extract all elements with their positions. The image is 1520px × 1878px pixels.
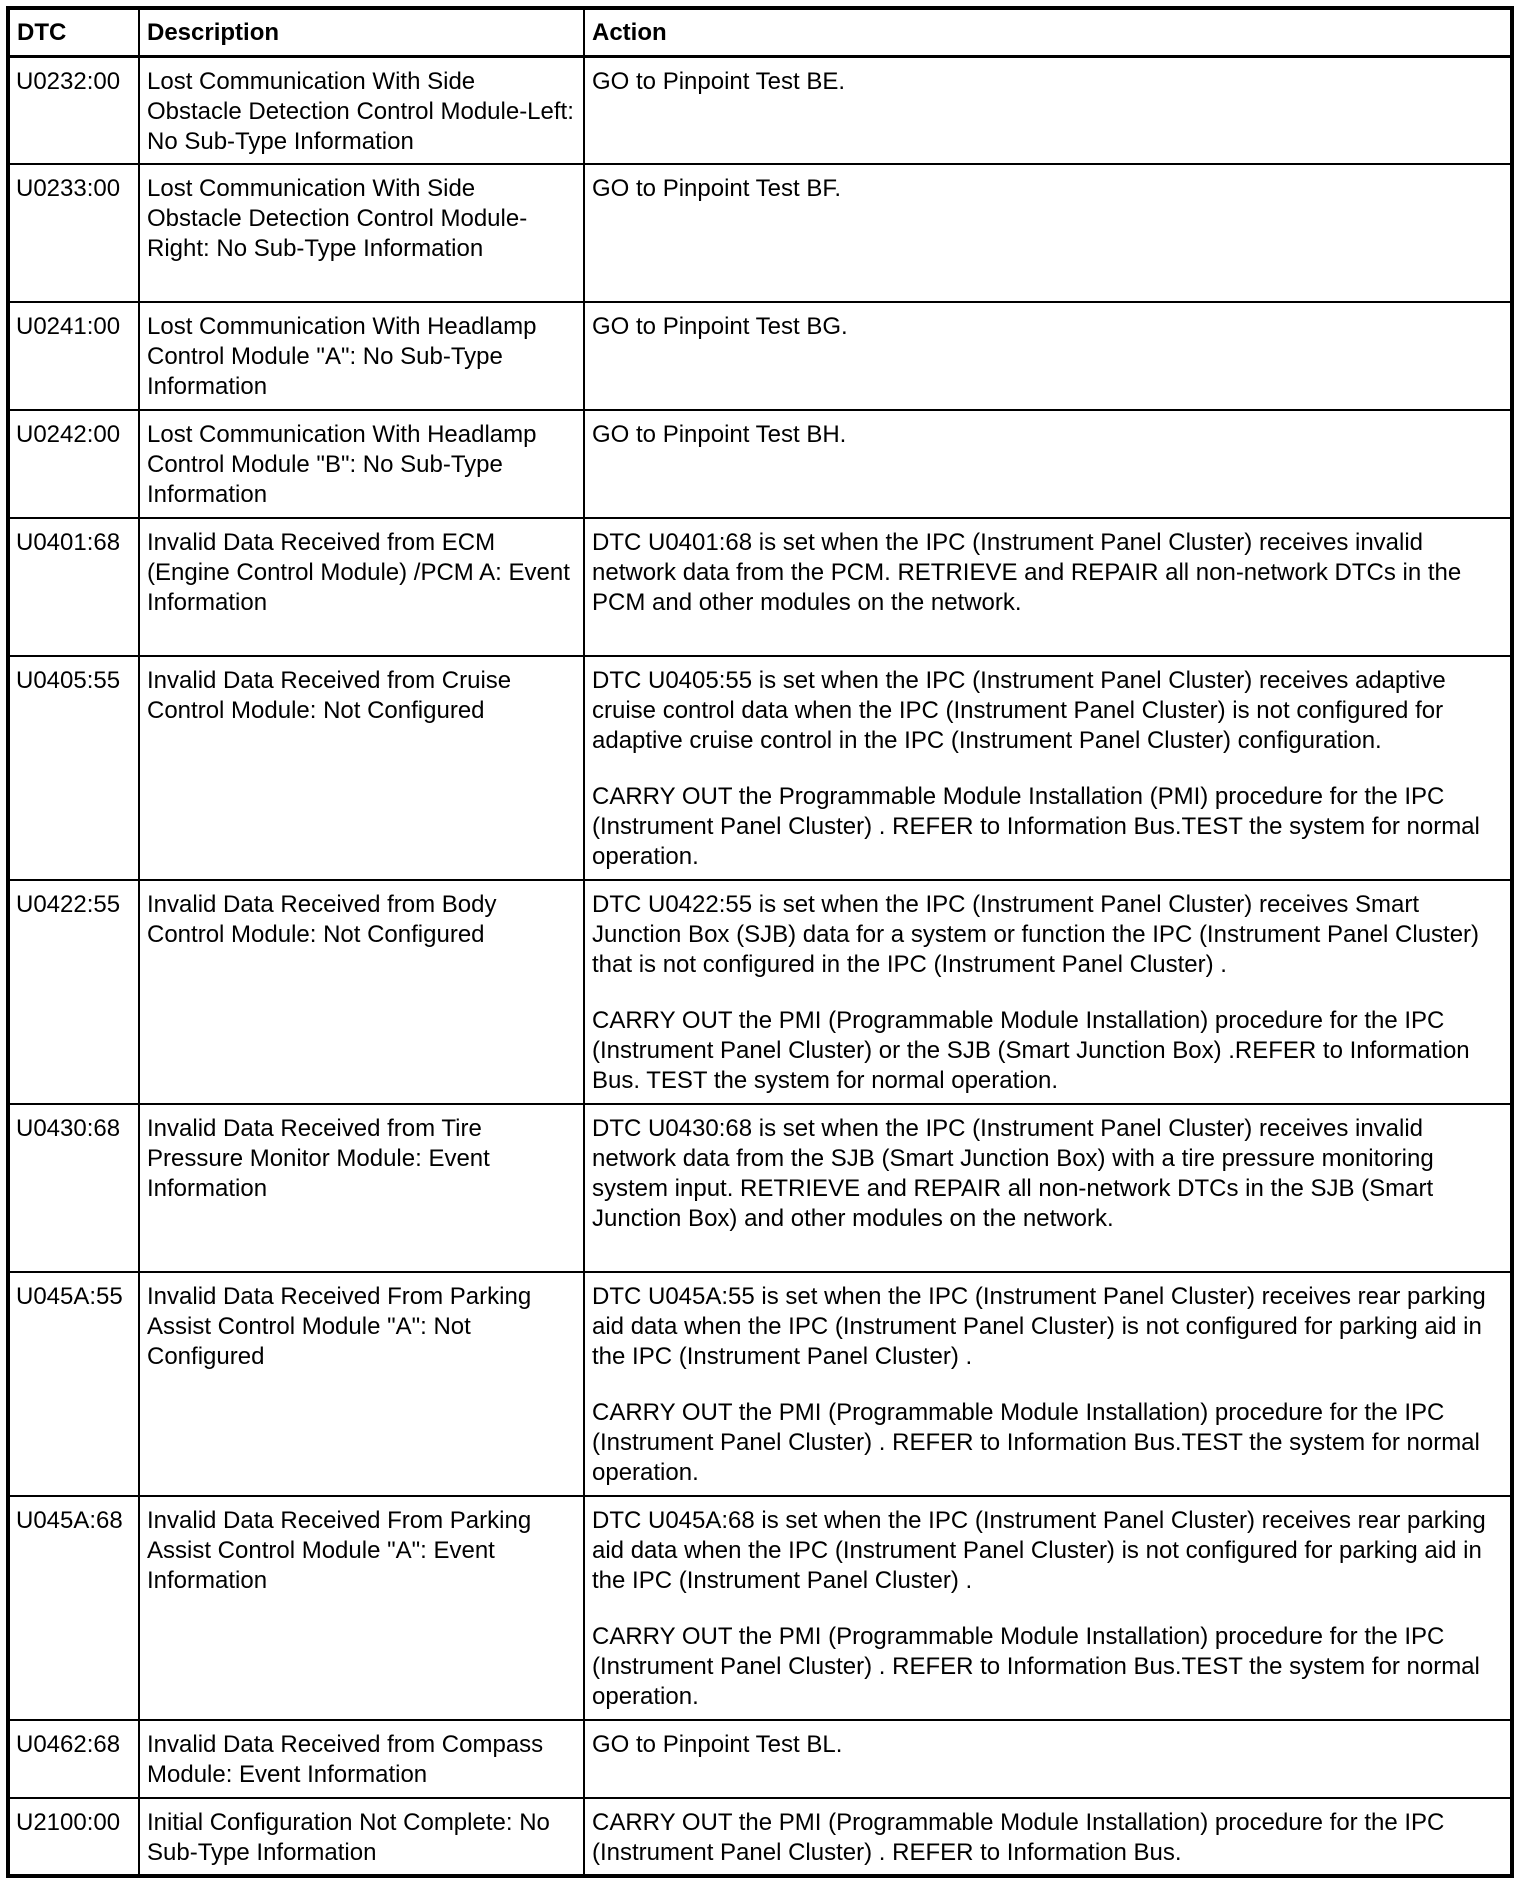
action-paragraph: GO to Pinpoint Test BG. [592,313,848,340]
description-cell: Initial Configuration Not Complete: No Sub-Type Information [139,1798,584,1876]
table-row [8,518,1512,656]
header-action: Action [584,8,1512,56]
action-cell [584,164,1512,302]
action-cell [584,1496,1512,1720]
dtc-code-cell: U045A:55 [8,1272,139,1496]
header-dtc: DTC [8,8,139,56]
table-row [8,1798,1512,1876]
action-cell [584,1720,1512,1798]
description-cell: Invalid Data Received From Parking Assist Control Module "A": Event Information [139,1496,584,1720]
description-cell: Lost Communication With Side Obstacle Detection Control Module-Left: No Sub-Type Information [139,56,584,164]
table-row [8,1272,1512,1496]
action-cell [584,518,1512,656]
action-cell [584,880,1512,1104]
description-cell: Lost Communication With Headlamp Control Module "B": No Sub-Type Information [139,410,584,518]
header-description: Description [139,8,584,56]
description-cell: Lost Communication With Headlamp Control Module "A": No Sub-Type Information [139,302,584,410]
action-paragraph: CARRY OUT the PMI (Programmable Module Installation) procedure for the IPC (Instrument Panel Cluster) . REFER to Information Bus.TEST the system for normal operation. [592,1399,1480,1486]
table-row [8,410,1512,518]
dtc-code-cell: U0232:00 [8,56,139,164]
dtc-code-cell: U045A:68 [8,1496,139,1720]
action-paragraph: GO to Pinpoint Test BH. [592,421,847,448]
dtc-code-cell: U0242:00 [8,410,139,518]
action-cell [584,1272,1512,1496]
table-row [8,1496,1512,1720]
action-cell [584,1798,1512,1876]
action-paragraph: CARRY OUT the PMI (Programmable Module Installation) procedure for the IPC (Instrument Panel Cluster) . REFER to Information Bus. [592,1809,1445,1866]
action-paragraph: DTC U045A:55 is set when the IPC (Instrument Panel Cluster) receives rear parking aid data when the IPC (Instrument Panel Cluster) is not configured for parking aid in the IPC (Instrument Panel Cluster) . [592,1283,1486,1370]
description-cell: Invalid Data Received from Cruise Control Module: Not Configured [139,656,584,880]
action-paragraph: GO to Pinpoint Test BF. [592,175,842,202]
action-paragraph: DTC U0422:55 is set when the IPC (Instrument Panel Cluster) receives Smart Junction Box (SJB) data for a system or function the IPC (Instrument Panel Cluster) that is not configured in the IPC (Instrument Panel Cluster) . [592,891,1480,978]
dtc-code-cell: U0430:68 [8,1104,139,1272]
dtc-code-cell: U0422:55 [8,880,139,1104]
table-row [8,164,1512,302]
table-row [8,656,1512,880]
action-cell [584,56,1512,164]
description-cell: Invalid Data Received From Parking Assist Control Module "A": Not Configured [139,1272,584,1496]
dtc-code-cell: U0462:68 [8,1720,139,1798]
header-row [8,8,1512,56]
table-row [8,302,1512,410]
description-cell: Invalid Data Received from Tire Pressure Monitor Module: Event Information [139,1104,584,1272]
dtc-code-cell: U0405:55 [8,656,139,880]
action-paragraph: GO to Pinpoint Test BE. [592,67,846,95]
table-row [8,1720,1512,1798]
description-cell: Invalid Data Received from ECM (Engine Control Module) /PCM A: Event Information [139,518,584,656]
dtc-code-cell: U0241:00 [8,302,139,410]
action-paragraph: DTC U045A:68 is set when the IPC (Instrument Panel Cluster) receives rear parking aid data when the IPC (Instrument Panel Cluster) is not configured for parking aid in the IPC (Instrument Panel Cluster) . [592,1507,1486,1594]
table-row [8,880,1512,1104]
table-row [8,56,1512,164]
dtc-code-cell: U0401:68 [8,518,139,656]
action-cell [584,302,1512,410]
action-paragraph: CARRY OUT the PMI (Programmable Module Installation) procedure for the IPC (Instrument Panel Cluster) or the SJB (Smart Junction Box) .REFER to Information Bus. TEST the system for normal operation. [592,1007,1470,1094]
action-paragraph: GO to Pinpoint Test BL. [592,1731,843,1758]
action-paragraph: DTC U0405:55 is set when the IPC (Instrument Panel Cluster) receives adaptive cruise control data when the IPC (Instrument Panel Cluster) is not configured for adaptive cruise control in the IPC (Instrument Panel Cluster) configuration. [592,667,1446,754]
action-cell [584,1104,1512,1272]
description-cell: Invalid Data Received from Body Control Module: Not Configured [139,880,584,1104]
action-paragraph: CARRY OUT the Programmable Module Installation (PMI) procedure for the IPC (Instrument Panel Cluster) . REFER to Information Bus.TEST the system for normal operation. [592,783,1480,870]
action-paragraph: DTC U0430:68 is set when the IPC (Instrument Panel Cluster) receives invalid network data from the SJB (Smart Junction Box) with a tire pressure monitoring system input. RETRIEVE and REPAIR all non-network DTCs in the SJB (Smart Junction Box) and other modules on the network. [592,1115,1434,1232]
action-cell [584,656,1512,880]
dtc-code-cell: U2100:00 [8,1798,139,1876]
description-cell: Lost Communication With Side Obstacle Detection Control Module-Right: No Sub-Type Information [139,164,584,302]
action-paragraph: DTC U0401:68 is set when the IPC (Instrument Panel Cluster) receives invalid network data from the PCM. RETRIEVE and REPAIR all non-network DTCs in the PCM and other modules on the network. [592,529,1462,616]
table-body [8,56,1512,1876]
action-paragraph: CARRY OUT the PMI (Programmable Module Installation) procedure for the IPC (Instrument Panel Cluster) . REFER to Information Bus.TEST the system for normal operation. [592,1623,1480,1710]
dtc-table [6,6,1514,1878]
table-row [8,1104,1512,1272]
description-cell: Invalid Data Received from Compass Module: Event Information [139,1720,584,1798]
dtc-code-cell: U0233:00 [8,164,139,302]
action-cell [584,410,1512,518]
